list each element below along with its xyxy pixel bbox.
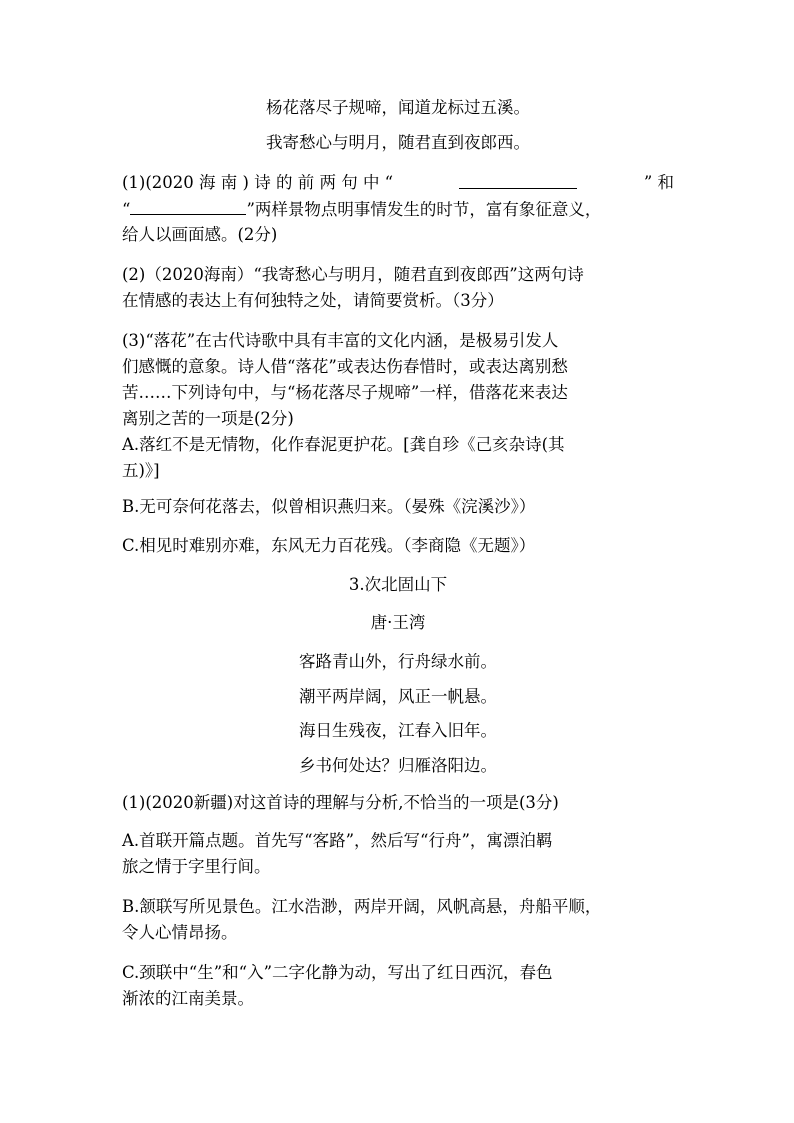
poem-2-title: 3.次北固山下 bbox=[348, 575, 448, 594]
question-3-option-b: B.无可奈何花落去，似曾相识燕归来。（晏殊《浣溪沙》） bbox=[122, 497, 536, 516]
question-2-line-2: 在情感的表达上有何独特之处，请简要赏析。（3分） bbox=[122, 291, 504, 310]
question-4-stem: (1)(2020新疆)对这首诗的理解与分析,不恰当的一项是(3分) bbox=[122, 793, 559, 812]
poem-2-line-1: 客路青山外，行舟绿水前。 bbox=[299, 652, 497, 671]
poem-line-3: 杨花落尽子规啼，闻道龙标过五溪。 bbox=[266, 98, 530, 117]
question-1-line-3: 给人以画面感。(2分) bbox=[122, 225, 278, 244]
question-4-option-b-line-1: B.颔联写所见景色。江水浩渺，两岸开阔，风帆高悬，舟船平顺， bbox=[122, 897, 602, 916]
question-3-line-3: 苦……下列诗句中，与“杨花落尽子规啼”一样，借落花来表达 bbox=[122, 383, 568, 402]
answer-blank-2[interactable] bbox=[130, 196, 246, 215]
poem-line-4: 我寄愁心与明月，随君直到夜郎西。 bbox=[266, 133, 530, 152]
question-2-line-1: (2)（2020海南）“我寄愁心与明月，随君直到夜郎西”这两句诗 bbox=[122, 265, 584, 284]
poem-2-line-3: 海日生残夜，江春入旧年。 bbox=[299, 721, 497, 740]
question-1-mid: ” 和 bbox=[643, 173, 674, 192]
question-3-option-a-line-1: A.落红不是无情物，化作春泥更护花。[龚自珍《己亥杂诗(其 bbox=[122, 435, 565, 454]
question-3-line-2: 们感慨的意象。诗人借“落花”或表达伤春惜时，或表达离别愁 bbox=[122, 357, 568, 376]
question-3-line-1: (3)“落花”在古代诗歌中具有丰富的文化内涵，是极易引发人 bbox=[122, 331, 559, 350]
question-4-option-a-line-2: 旅之情于字里行间。 bbox=[122, 857, 271, 876]
question-4-option-b-line-2: 令人心情昂扬。 bbox=[122, 923, 238, 942]
question-1-line-1 bbox=[122, 170, 674, 196]
question-3-line-4: 离别之苦的一项是(2分) bbox=[122, 409, 294, 428]
question-3-option-c: C.相见时难别亦难，东风无力百花残。（李商隐《无题》） bbox=[122, 536, 536, 555]
question-4-option-a-line-1: A.首联开篇点题。首先写“客路”，然后写“行舟”，寓漂泊羁 bbox=[122, 831, 553, 850]
question-1-open-quote: “ bbox=[122, 200, 131, 219]
answer-blank-1[interactable] bbox=[459, 170, 577, 189]
poem-2-author: 唐·王湾 bbox=[370, 613, 426, 632]
poem-2-line-4: 乡书何处达？归雁洛阳边。 bbox=[299, 756, 497, 775]
question-1-prefix: (1)(2020 海 南 ) 诗 的 前 两 句 中 “ bbox=[122, 173, 394, 192]
question-4-option-c-line-1: C.颈联中“生”和“入”二字化静为动，写出了红日西沉，春色 bbox=[122, 963, 553, 982]
question-1-line-2-rest: ”两样景物点明事情发生的时节，富有象征意义， bbox=[246, 200, 602, 219]
question-4-option-c-line-2: 渐浓的江南美景。 bbox=[122, 989, 254, 1008]
question-1-line-2 bbox=[122, 196, 674, 223]
question-3-option-a-line-2: 五)》] bbox=[122, 461, 160, 480]
poem-2-line-2: 潮平两岸阔，风正一帆悬。 bbox=[299, 687, 497, 706]
